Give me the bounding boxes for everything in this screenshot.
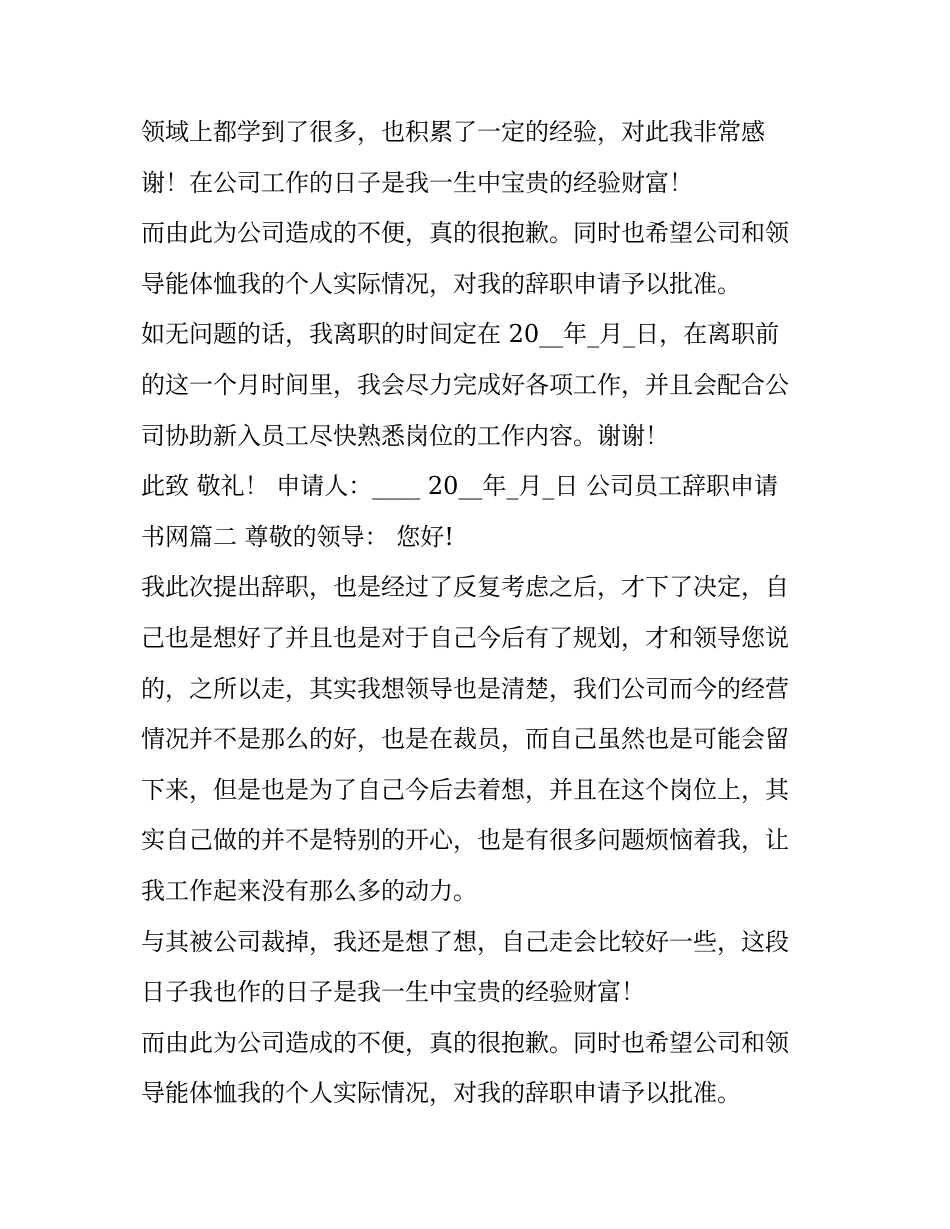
text-line: 实自己做的并不是特别的开心，也是有很多问题烦恼着我，让 xyxy=(141,826,789,855)
text-line: 我此次提出辞职，也是经过了反复考虑之后，才下了决定，自 xyxy=(141,573,789,602)
text-line: 领域上都学到了很多，也积累了一定的经验，对此我非常感 xyxy=(141,118,765,146)
text-line: 导能体恤我的个人实际情况，对我的辞职申请予以批准。 xyxy=(141,269,741,298)
text-line: 导能体恤我的个人实际情况，对我的辞职申请予以批准。 xyxy=(141,1079,741,1108)
text-line: 司协助新入员工尽快熟悉岗位的工作内容。谢谢！ xyxy=(141,421,669,450)
text-line: 此致 敬礼！ 申请人：____ 20__年_月_日 公司员工辞职申请 xyxy=(141,472,779,501)
text-line: 己也是想好了并且也是对于自己今后有了规划，才和领导您说 xyxy=(141,623,789,652)
text-line: 与其被公司裁掉，我还是想了想，自己走会比较好一些，这段 xyxy=(141,927,789,956)
text-line: 而由此为公司造成的不便，真的很抱歉。同时也希望公司和领 xyxy=(141,219,789,248)
text-line: 的这一个月时间里，我会尽力完成好各项工作，并且会配合公 xyxy=(141,370,789,399)
text-line: 下来，但是也是为了自己今后去着想，并且在这个岗位上，其 xyxy=(141,775,789,804)
document-body xyxy=(141,107,821,1119)
text-line: 如无问题的话，我离职的时间定在 20__年_月_日，在离职前 xyxy=(141,320,780,349)
text-line: 而由此为公司造成的不便，真的很抱歉。同时也希望公司和领 xyxy=(141,1028,789,1057)
text-line: 谢！在公司工作的日子是我一生中宝贵的经验财富！ xyxy=(141,168,693,197)
text-line: 情况并不是那么的好，也是在裁员，而自己虽然也是可能会留 xyxy=(141,725,789,754)
text-line: 的，之所以走，其实我想领导也是清楚，我们公司而今的经营 xyxy=(141,674,789,703)
text-line: 书网篇二 尊敬的领导： 您好! xyxy=(141,522,454,551)
text-line: 我工作起来没有那么多的动力。 xyxy=(141,876,477,905)
text-line: 日子我也作的日子是我一生中宝贵的经验财富！ xyxy=(141,978,645,1007)
